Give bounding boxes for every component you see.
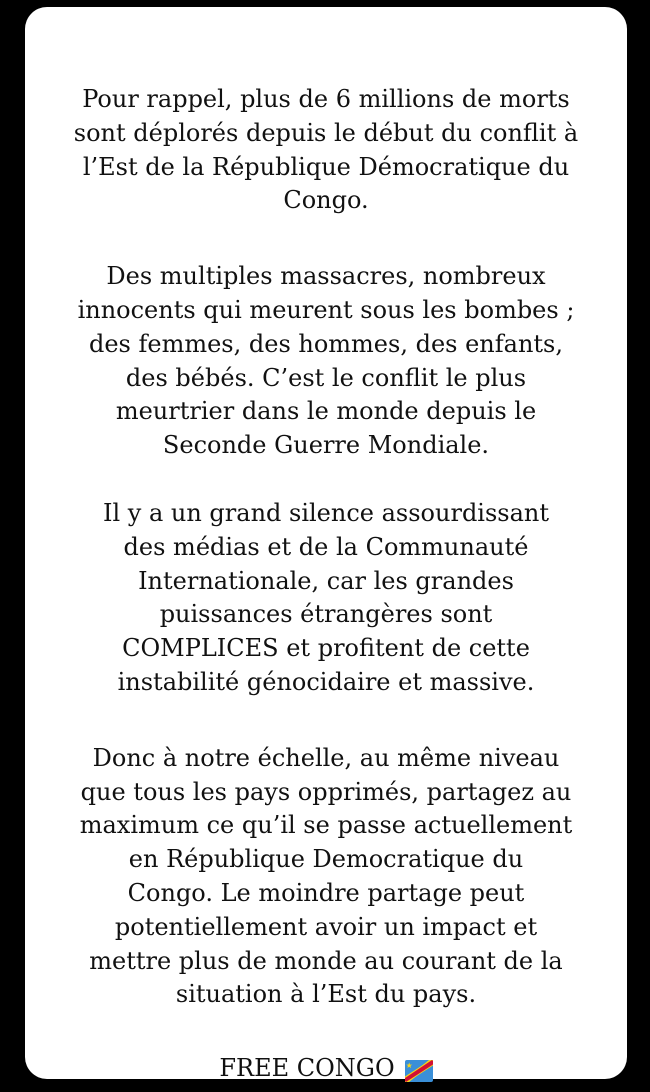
drc-flag-icon <box>405 1058 433 1080</box>
paragraph-call-to-share: Donc à notre échelle, au même niveau que tous les pays opprimés, partagez au maximum ce qu’il se passe actuellement en République Democratique du Congo. Le moindre partage peut potentiellement avoir un impact et mettre plus de monde au courant de la situation à l’Est du pays. <box>79 743 573 1009</box>
paragraph-death-toll: Pour rappel, plus de 6 millions de morts sont déplorés depuis le début du conflit à l’Est de la République Démocratique du Congo. <box>73 85 579 215</box>
story-text <box>45 83 607 1086</box>
paragraph-silence: Il y a un grand silence assourdissant des médias et de la Communauté Internationale, car les grandes puissances étrangères sont COMPLICES et profitent de cette instabilité génocidaire et massive. <box>102 498 550 696</box>
story-card <box>25 7 627 1083</box>
free-congo-text: FREE CONGO <box>219 1054 395 1083</box>
paragraph-massacres: Des multiples massacres, nombreux innocents qui meurent sous les bombes ; des femmes, des hommes, des enfants, des bébés. C’est le conflit le plus meurtrier dans le monde depuis le Seconde Guerre Mondiale. <box>77 262 575 460</box>
footer-line <box>45 1052 607 1086</box>
